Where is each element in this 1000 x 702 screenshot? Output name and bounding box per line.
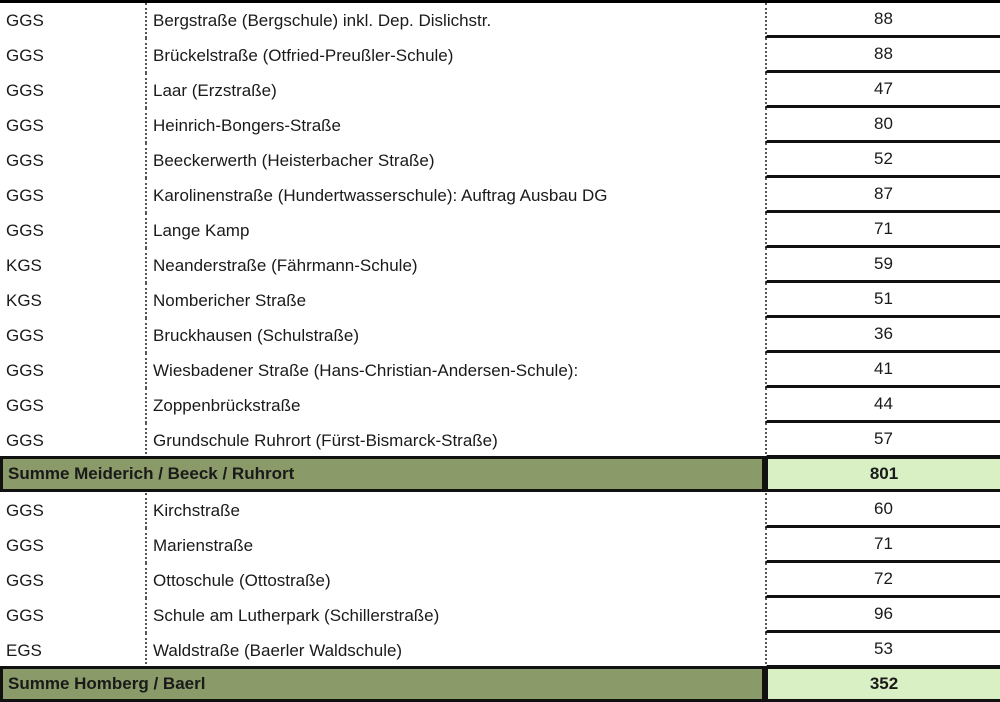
summary-row <box>0 666 1000 702</box>
table-row <box>0 318 1000 353</box>
value-cell: 88 <box>765 38 1000 73</box>
table-row <box>0 353 1000 388</box>
school-name-cell: Laar (Erzstraße) <box>145 73 765 108</box>
school-type-cell: GGS <box>6 395 44 415</box>
school-type-cell: KGS <box>6 255 42 275</box>
school-name-cell: Schule am Lutherpark (Schillerstraße) <box>145 598 765 633</box>
table-row <box>0 143 1000 178</box>
school-name-cell: Bruckhausen (Schulstraße) <box>145 318 765 353</box>
table-row <box>0 563 1000 598</box>
value-cell: 96 <box>765 598 1000 633</box>
school-name-cell: Nombericher Straße <box>145 283 765 318</box>
school-type-cell: GGS <box>6 220 44 240</box>
table-row <box>0 73 1000 108</box>
school-name-cell: Wiesbadener Straße (Hans-Christian-Andersen-Schule): <box>145 353 765 388</box>
school-type-cell: GGS <box>6 535 44 555</box>
table-row <box>0 633 1000 668</box>
table-row <box>0 38 1000 73</box>
value-cell: 60 <box>765 493 1000 528</box>
school-type-cell: GGS <box>6 185 44 205</box>
school-type-cell: GGS <box>6 360 44 380</box>
table-row <box>0 528 1000 563</box>
school-name-cell: Beeckerwerth (Heisterbacher Straße) <box>145 143 765 178</box>
school-type-cell: GGS <box>6 605 44 625</box>
school-type-cell: GGS <box>6 150 44 170</box>
summary-label: Summe Homberg / Baerl <box>0 666 765 702</box>
school-name-cell: Ottoschule (Ottostraße) <box>145 563 765 598</box>
value-cell: 71 <box>765 528 1000 563</box>
school-name-cell: Heinrich-Bongers-Straße <box>145 108 765 143</box>
value-cell: 71 <box>765 213 1000 248</box>
value-cell: 52 <box>765 143 1000 178</box>
table-row <box>0 598 1000 633</box>
value-cell: 57 <box>765 423 1000 458</box>
school-type-cell: KGS <box>6 290 42 310</box>
school-type-cell: GGS <box>6 430 44 450</box>
school-name-cell: Karolinenstraße (Hundertwasserschule): Auftrag Ausbau DG <box>145 178 765 213</box>
value-cell: 47 <box>765 73 1000 108</box>
school-type-cell: GGS <box>6 10 44 30</box>
table-row <box>0 108 1000 143</box>
value-cell: 53 <box>765 633 1000 668</box>
school-type-cell: GGS <box>6 115 44 135</box>
school-name-cell: Grundschule Ruhrort (Fürst-Bismarck-Straße) <box>145 423 765 458</box>
value-cell: 51 <box>765 283 1000 318</box>
value-cell: 88 <box>765 3 1000 38</box>
table-row <box>0 3 1000 38</box>
value-cell: 72 <box>765 563 1000 598</box>
school-name-cell: Marienstraße <box>145 528 765 563</box>
table-row <box>0 248 1000 283</box>
school-name-cell: Waldstraße (Baerler Waldschule) <box>145 633 765 668</box>
table-row <box>0 493 1000 528</box>
summary-row <box>0 456 1000 492</box>
table-row <box>0 388 1000 423</box>
school-name-cell: Neanderstraße (Fährmann-Schule) <box>145 248 765 283</box>
value-cell: 87 <box>765 178 1000 213</box>
school-name-cell: Brückelstraße (Otfried-Preußler-Schule) <box>145 38 765 73</box>
school-type-cell: GGS <box>6 325 44 345</box>
value-cell: 80 <box>765 108 1000 143</box>
table-row <box>0 178 1000 213</box>
table-row <box>0 423 1000 458</box>
summary-label: Summe Meiderich / Beeck / Ruhrort <box>0 456 765 492</box>
table-row <box>0 213 1000 248</box>
school-type-cell: GGS <box>6 80 44 100</box>
school-name-cell: Kirchstraße <box>145 493 765 528</box>
school-name-cell: Lange Kamp <box>145 213 765 248</box>
school-name-cell: Zoppenbrückstraße <box>145 388 765 423</box>
value-cell: 41 <box>765 353 1000 388</box>
summary-total: 801 <box>765 456 1000 492</box>
value-cell: 59 <box>765 248 1000 283</box>
summary-total: 352 <box>765 666 1000 702</box>
school-type-cell: GGS <box>6 570 44 590</box>
school-type-cell: GGS <box>6 500 44 520</box>
school-name-cell: Bergstraße (Bergschule) inkl. Dep. Dislichstr. <box>145 3 765 38</box>
school-type-cell: EGS <box>6 640 42 660</box>
table-row <box>0 283 1000 318</box>
value-cell: 36 <box>765 318 1000 353</box>
value-cell: 44 <box>765 388 1000 423</box>
school-type-cell: GGS <box>6 45 44 65</box>
